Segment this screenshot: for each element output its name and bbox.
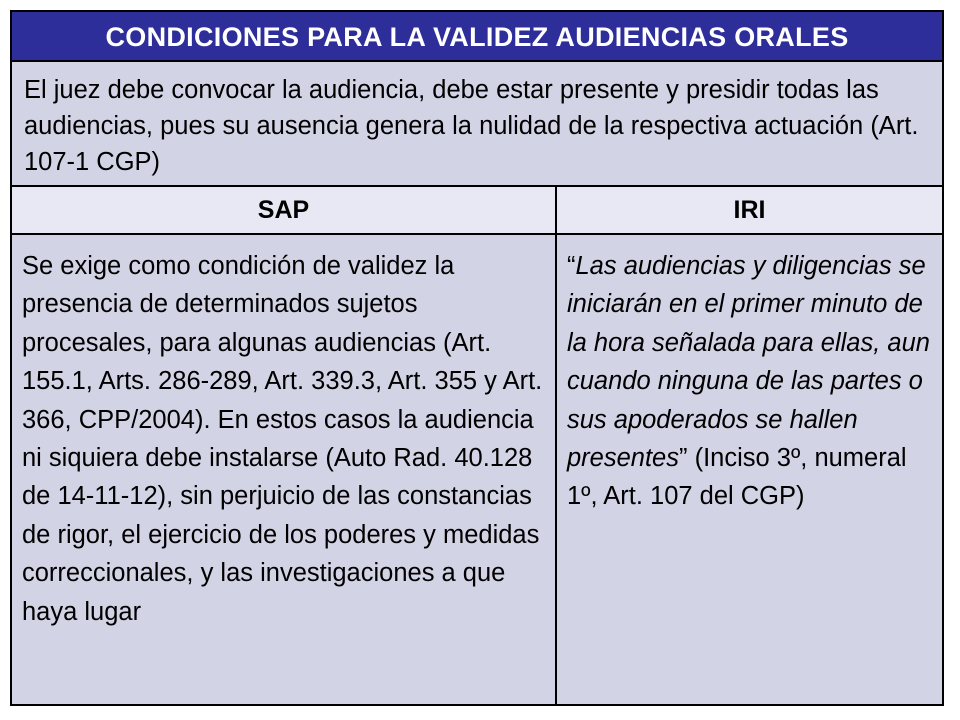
column-header-sap: SAP <box>12 187 557 233</box>
iri-citation: (Inciso 3º, numeral 1º, Art. 107 del CGP) <box>567 444 907 511</box>
intro-text: El juez debe convocar la audiencia, debe estar presente y presidir todas las audiencias, pues su ausencia genera la nulidad de la respectiva actuación (Art. 107-1 CGP) <box>12 62 942 187</box>
content-row <box>12 235 942 704</box>
column-header-iri: IRI <box>733 196 766 224</box>
sap-cell: Se exige como condición de validez la presencia de determinados sujetos procesales, para algunas audiencias (Art. 155.1, Arts. 286-289, Art. 339.3, Art. 355 y Art. 366, CPP/2004). En estos casos la audiencia ni siquiera debe instalarse (Auto Rad. 40.128 de 14-11-12), sin perjuicio de las constancias de rigor, el ejercicio de los poderes y medidas correccionales, y las investigaciones a que haya lugar <box>12 235 557 704</box>
iri-cell <box>557 235 942 704</box>
column-header-row <box>12 187 942 235</box>
iri-quote: Las audiencias y diligencias se iniciarán en el primer minuto de la hora señalada para ellas, aun cuando ninguna de las partes o sus apoderados se hallen presentes <box>567 252 930 473</box>
open-quote-mark: “ <box>567 252 576 280</box>
table-title: CONDICIONES PARA LA VALIDEZ AUDIENCIAS ORALES <box>12 12 942 62</box>
conditions-table <box>10 10 944 706</box>
close-quote-mark: ” <box>679 444 688 473</box>
